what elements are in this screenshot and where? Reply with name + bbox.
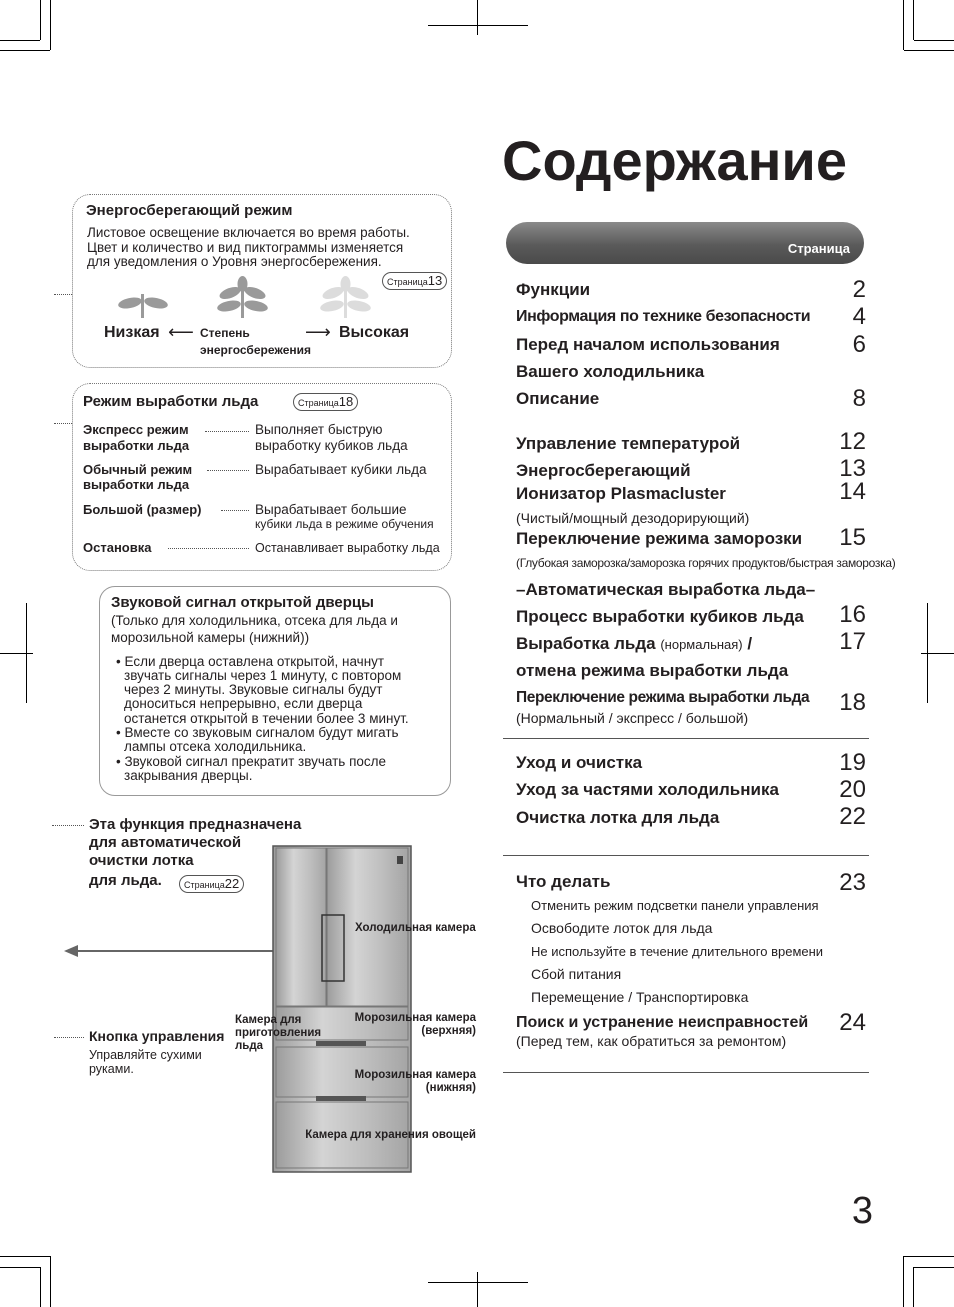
callout-text: для льда. <box>89 872 162 889</box>
door-bullet-text: • Вместе со звуковым сигналом будут мигать <box>116 725 399 740</box>
leaf-icon-low <box>117 294 169 318</box>
toc-entry[interactable]: Описание <box>516 389 600 408</box>
toc-page: 12 <box>839 428 866 455</box>
toc-page: 2 <box>852 276 866 303</box>
callout-text: Эта функция предназначена <box>89 816 302 833</box>
fridge-label: (нижняя) <box>425 1082 476 1094</box>
toc-entry[interactable]: Ионизатор Plasmacluster <box>516 484 726 503</box>
page-column-header <box>506 222 864 264</box>
toc-page: 16 <box>839 601 866 628</box>
page-column-label: Страница <box>787 241 850 256</box>
energy-box-text: для уведомления о Уровня энергосбережения. <box>87 254 382 269</box>
toc-entry[interactable]: Очистка лотка для льда <box>516 808 720 827</box>
toc-page: 20 <box>839 776 866 803</box>
leader-line <box>54 294 72 295</box>
toc-page: 17 <box>839 628 866 655</box>
drawer-handle <box>316 1041 366 1046</box>
toc-page: 8 <box>852 385 866 412</box>
toc-page: 6 <box>852 331 866 358</box>
logo-mark <box>397 856 403 864</box>
toc-entry[interactable]: Вашего холодильника <box>516 362 705 381</box>
badge-number: 18 <box>338 394 354 409</box>
toc-page: 24 <box>839 1009 866 1036</box>
callout-text: очистки лотка <box>89 852 194 869</box>
toc-entry-label: Выработка льда <box>516 634 656 653</box>
toc-page: 18 <box>839 689 866 716</box>
arrow-right-icon: ⟶ <box>305 322 331 342</box>
toc-page: 13 <box>839 455 866 482</box>
ice-mode-desc: выработку кубиков льда <box>255 438 408 453</box>
door-bullet-text: звучать сигналы через 1 минуту, с повтором <box>124 668 402 683</box>
ice-mode-name: выработки льда <box>83 438 190 453</box>
page-title: Содержание <box>502 129 847 192</box>
toc-page: 15 <box>839 524 866 551</box>
toc-entry[interactable]: Управление температурой <box>516 434 741 453</box>
door-bullet-text: лампы отсека холодильника. <box>124 739 307 754</box>
control-text: руками. <box>89 1062 134 1076</box>
fridge-label: Холодильная камера <box>355 922 476 934</box>
ice-mode-name: Экспресс режим <box>83 422 189 437</box>
ice-mode-desc: Вырабатывает кубики льда <box>255 462 427 477</box>
door-box-subtitle: (Только для холодильника, отсека для льда и <box>111 613 398 628</box>
level-scale-label: Степень <box>200 326 250 340</box>
toc-subitem[interactable]: Не используйте в течение длительного времени <box>531 944 824 959</box>
ice-mode-desc: Вырабатывает большие <box>255 502 407 517</box>
toc-subitem[interactable]: Сбой питания <box>531 966 622 982</box>
fridge-left-door <box>276 848 326 1006</box>
ice-mode-name: Обычный режим <box>83 462 193 477</box>
leaf-icon-high <box>319 276 372 318</box>
callout-text: для автоматической <box>89 834 242 851</box>
badge-word: Страница <box>298 398 339 408</box>
ice-box-title: Режим выработки льда <box>83 393 259 410</box>
toc-subitem[interactable]: Освободите лоток для льда <box>531 920 713 936</box>
leader-line <box>221 510 249 511</box>
ice-mode-name: Большой (размер) <box>83 502 202 517</box>
level-high-label: Высокая <box>339 324 410 341</box>
fridge-label: Камера для <box>235 1014 302 1026</box>
toc-entry[interactable]: Функции <box>516 280 591 299</box>
toc-page: 19 <box>839 749 866 776</box>
leader-line <box>205 431 249 432</box>
toc-page: 4 <box>852 303 866 330</box>
leader-line <box>52 825 84 826</box>
toc-entry[interactable]: Перед началом использования <box>516 335 780 354</box>
toc-page: 22 <box>839 803 866 830</box>
leader-line <box>168 548 249 549</box>
leader-line <box>207 470 249 471</box>
energy-box-title: Энергосберегающий режим <box>86 202 293 219</box>
level-low-label: Низкая <box>104 324 160 341</box>
toc-subitem[interactable]: Перемещение / Транспортировка <box>531 989 749 1005</box>
leader-line <box>54 1037 84 1038</box>
level-scale-label: энергосбережения <box>200 343 311 357</box>
page-number: 3 <box>851 1190 873 1232</box>
divider <box>503 1072 869 1073</box>
page-reference-badge[interactable] <box>293 393 358 411</box>
toc-subtext: (Перед тем, как обратиться за ремонтом) <box>516 1033 787 1049</box>
door-box-subtitle: морозильной камеры (нижний)) <box>111 630 310 645</box>
door-bullet-text: • Звуковой сигнал прекратит звучать после <box>116 754 387 769</box>
toc-subtext: (Чистый/мощный дезодорирующий) <box>516 510 750 526</box>
toc-entry[interactable] <box>516 634 752 654</box>
fridge-label: Камера для хранения овощей <box>305 1129 476 1141</box>
badge-word: Страница <box>387 277 428 287</box>
toc-page: 23 <box>839 869 866 896</box>
drawer-handle <box>316 1096 366 1101</box>
arrow-left-icon: ⟵ <box>168 322 194 342</box>
energy-box-text: Листовое освещение включается во время работы. <box>87 225 410 240</box>
toc-entry[interactable]: Уход за частями холодильника <box>516 780 779 799</box>
toc-entry[interactable]: Переключение режима заморозки <box>516 529 803 548</box>
ice-mode-desc: кубики льда в режиме обучения <box>255 517 434 531</box>
ice-mode-name: выработки льда <box>83 477 190 492</box>
badge-word: Страница <box>184 880 225 890</box>
toc-entry-note: (нормальная) <box>660 637 743 652</box>
door-bullet-text: доноситься непрерывно, если дверца <box>124 696 363 711</box>
door-bullet-text: через 2 минуты. Звуковые сигналы будут <box>124 682 383 697</box>
toc-entry[interactable]: Уход и очистка <box>516 753 643 772</box>
ice-mode-name: Остановка <box>83 540 152 555</box>
control-title: Кнопка управления <box>89 1028 225 1044</box>
toc-subitem[interactable]: Отменить режим подсветки панели управления <box>531 898 819 913</box>
divider <box>503 855 869 856</box>
toc-entry[interactable]: Информация по технике безопасности <box>516 308 811 325</box>
toc-entry[interactable]: Что делать <box>516 872 611 891</box>
toc-entry[interactable]: отмена режима выработки льда <box>516 661 789 680</box>
toc-entry[interactable]: Энергосберегающий <box>516 461 691 480</box>
badge-number: 13 <box>427 273 443 288</box>
fridge-label: приготовления <box>235 1027 322 1039</box>
door-bullet-text: останется открытой в течении более 3 минут. <box>124 711 409 726</box>
toc-page: 14 <box>839 478 866 505</box>
leader-line <box>54 423 72 424</box>
leaf-icon-mid <box>216 276 269 318</box>
divider <box>503 738 869 739</box>
leaf-level-icons <box>116 276 456 320</box>
energy-box-text: Цвет и количество и вид пиктограммы изменяется <box>87 240 404 255</box>
toc-entry[interactable]: Процесс выработки кубиков льда <box>516 607 804 626</box>
door-bullet-text: закрывания дверцы. <box>124 768 253 783</box>
fridge-label: (верхняя) <box>421 1025 476 1037</box>
toc-entry-separator: / <box>747 634 753 653</box>
toc-entry[interactable]: Переключение режима выработки льда <box>516 689 810 706</box>
toc-subtext: (Глубокая заморозка/заморозка горячих продуктов/быстрая заморозка) <box>516 556 896 570</box>
door-box-title: Звуковой сигнал открытой дверцы <box>111 594 374 611</box>
control-text: Управляйте сухими <box>89 1048 202 1062</box>
toc-subtext: (Нормальный / экспресс / большой) <box>516 710 749 726</box>
arrow-head-icon <box>64 945 78 957</box>
fridge-label: Морозильная камера <box>354 1012 476 1024</box>
badge-number: 22 <box>224 876 240 891</box>
fridge-label: льда <box>235 1040 264 1052</box>
ice-mode-desc: Выполняет быструю <box>255 422 383 437</box>
door-bullet-text: • Если дверца оставлена открытой, начнут <box>116 654 385 669</box>
fridge-label: Морозильная камера <box>354 1069 476 1081</box>
toc-entry[interactable]: Поиск и устранение неисправностей <box>516 1014 809 1031</box>
toc-entry: –Автоматическая выработка льда– <box>516 580 816 599</box>
ice-mode-desc: Останавливает выработку льда <box>255 541 440 555</box>
